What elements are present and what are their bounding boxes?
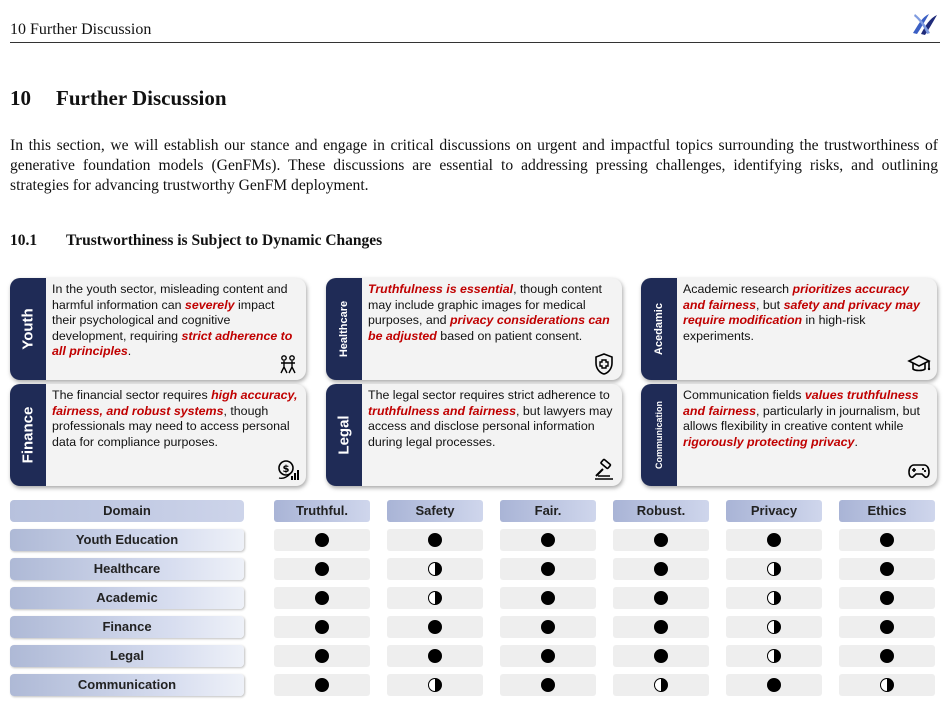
level-cell <box>387 645 483 667</box>
full-circle-icon <box>315 649 329 663</box>
level-cell <box>387 529 483 551</box>
domain-cell: Finance <box>10 616 244 638</box>
level-cell <box>500 529 596 551</box>
emphasis-text: truthfulness and fairness <box>368 403 517 418</box>
domain-card-tag <box>10 278 46 380</box>
table-row <box>10 558 942 580</box>
emphasis-text: severely <box>184 297 235 312</box>
domain-card-tag <box>10 384 46 486</box>
table-row <box>10 529 942 551</box>
domain-cell: Youth Education <box>10 529 244 551</box>
level-cell <box>500 645 596 667</box>
dimension-column-header: Privacy <box>726 500 822 522</box>
level-cell <box>387 587 483 609</box>
full-circle-icon <box>654 562 668 576</box>
full-circle-icon <box>654 533 668 547</box>
full-circle-icon <box>880 649 894 663</box>
full-circle-icon <box>541 562 555 576</box>
domain-card-tag-label: Legal <box>335 415 353 455</box>
card-text-segment: The legal sector requires strict adherence to <box>368 388 610 402</box>
half-circle-icon <box>428 591 442 605</box>
level-cell <box>839 645 935 667</box>
level-cell <box>500 616 596 638</box>
card-text-segment: The financial sector requires <box>52 388 212 402</box>
half-circle-icon <box>767 591 781 605</box>
dimension-column-header: Fair. <box>500 500 596 522</box>
domain-card-text <box>368 282 614 344</box>
level-cell <box>613 529 709 551</box>
gavel-icon <box>592 458 616 482</box>
level-cell <box>274 587 370 609</box>
level-cell <box>274 616 370 638</box>
section-heading <box>10 86 227 111</box>
domain-cell: Healthcare <box>10 558 244 580</box>
table-header-row <box>10 500 942 522</box>
intro-paragraph: In this section, we will establish our stance and engage in critical discussions on urgent and impactful topics surrounding the trustworthiness of generative foundation models (GenFMs). These discussions are essential to addressing pressing challenges, identifying risks, and outlining strategies for advancing trustworthy GenFM deployment. <box>10 137 938 194</box>
domain-card-tag <box>641 278 677 380</box>
half-circle-icon <box>428 562 442 576</box>
full-circle-icon <box>654 620 668 634</box>
half-circle-icon <box>767 620 781 634</box>
section-number: 10 <box>10 86 31 110</box>
card-text-segment: , though professionals may need to access personal data for compliance purposes. <box>52 403 290 449</box>
domain-card-tag-label: Acedamic <box>653 303 665 355</box>
domain-card-text <box>683 388 929 450</box>
emphasis-text: rigorously protecting privacy <box>683 434 855 449</box>
level-cell <box>387 674 483 696</box>
domain-cell: Academic <box>10 587 244 609</box>
level-cell <box>613 616 709 638</box>
full-circle-icon <box>880 620 894 634</box>
paper-logo-icon <box>910 11 940 37</box>
full-circle-icon <box>767 533 781 547</box>
half-circle-icon <box>767 649 781 663</box>
dimension-column-header: Robust. <box>613 500 709 522</box>
level-cell <box>839 616 935 638</box>
domain-card <box>10 278 306 380</box>
level-cell <box>387 616 483 638</box>
full-circle-icon <box>315 562 329 576</box>
level-cell <box>613 558 709 580</box>
domain-card-tag <box>326 278 362 380</box>
full-circle-icon <box>880 533 894 547</box>
domain-cell: Legal <box>10 645 244 667</box>
full-circle-icon <box>541 649 555 663</box>
dimension-column-header: Safety <box>387 500 483 522</box>
domain-column-header: Domain <box>10 500 244 522</box>
level-cell <box>387 558 483 580</box>
emphasis-text: safety and privacy may require modification <box>683 297 920 328</box>
level-cell <box>726 587 822 609</box>
graduation-cap-icon <box>907 352 931 376</box>
emphasis-text: Truthfulness is essential <box>368 282 514 296</box>
domain-card-tag-label: Finance <box>19 406 37 464</box>
domain-card-text <box>368 388 614 450</box>
level-cell <box>274 558 370 580</box>
subsection-number: 10.1 <box>10 232 38 249</box>
emphasis-text: prioritizes accuracy and fairness <box>683 282 909 312</box>
domain-card-tag-label: Healthcare <box>338 300 350 358</box>
full-circle-icon <box>541 591 555 605</box>
full-circle-icon <box>880 591 894 605</box>
emphasis-text: strict adherence to all principles <box>52 328 293 359</box>
card-text-segment: Communication fields <box>683 388 805 402</box>
full-circle-icon <box>767 678 781 692</box>
domain-card-text <box>52 282 298 360</box>
domain-cell: Communication <box>10 674 244 696</box>
level-cell <box>500 558 596 580</box>
card-text-segment: in high-risk experiments. <box>683 313 866 343</box>
domain-card <box>10 384 306 486</box>
full-circle-icon <box>654 649 668 663</box>
subsection-heading <box>10 232 382 250</box>
level-cell <box>613 674 709 696</box>
card-text-segment: . <box>127 344 132 359</box>
level-cell <box>726 645 822 667</box>
domain-card-tag <box>326 384 362 486</box>
domain-card <box>641 278 937 380</box>
full-circle-icon <box>315 678 329 692</box>
full-circle-icon <box>315 591 329 605</box>
domain-card <box>326 278 622 380</box>
card-text-segment: impact their psychological and cognitive development, requiring <box>52 297 275 343</box>
full-circle-icon <box>541 678 555 692</box>
level-cell <box>726 558 822 580</box>
people-network-icon <box>276 352 300 376</box>
level-cell <box>839 674 935 696</box>
level-cell <box>500 587 596 609</box>
domain-card-tag-label: Communication <box>654 400 664 470</box>
domain-card-text <box>683 282 929 344</box>
half-circle-icon <box>880 678 894 692</box>
card-text-segment: , but <box>756 297 784 312</box>
level-cell <box>613 645 709 667</box>
dimension-column-header: Truthful. <box>274 500 370 522</box>
full-circle-icon <box>880 562 894 576</box>
full-circle-icon <box>541 620 555 634</box>
full-circle-icon <box>428 533 442 547</box>
card-text-segment: , though content may include graphic images for medical purposes, and <box>368 282 602 328</box>
finance-chart-icon <box>276 458 300 482</box>
domain-card-text <box>52 388 298 450</box>
full-circle-icon <box>428 620 442 634</box>
table-row <box>10 587 942 609</box>
full-circle-icon <box>428 649 442 663</box>
section-title: Further Discussion <box>56 86 227 110</box>
table-row <box>10 674 942 696</box>
level-cell <box>274 645 370 667</box>
half-circle-icon <box>767 562 781 576</box>
svg-text:$: $ <box>282 464 290 475</box>
level-cell <box>274 529 370 551</box>
level-cell <box>613 587 709 609</box>
level-cell <box>274 674 370 696</box>
card-text-segment: , particularly in journalism, but allows flexibility in creative content while <box>683 403 920 434</box>
gamepad-icon <box>907 458 931 482</box>
card-text-segment: . <box>854 434 858 449</box>
emphasis-text: privacy considerations can be adjusted <box>368 313 610 343</box>
level-cell <box>726 616 822 638</box>
medical-shield-icon <box>592 352 616 376</box>
full-circle-icon <box>315 533 329 547</box>
domain-card <box>326 384 622 486</box>
level-cell <box>839 529 935 551</box>
running-header <box>10 17 940 43</box>
domain-card <box>641 384 937 486</box>
domain-card-tag <box>641 384 677 486</box>
level-cell <box>726 674 822 696</box>
full-circle-icon <box>654 591 668 605</box>
subsection-title: Trustworthiness is Subject to Dynamic Changes <box>66 232 383 249</box>
card-text-segment: In the youth sector, misleading content and harmful information can <box>52 282 288 312</box>
table-row <box>10 616 942 638</box>
full-circle-icon <box>541 533 555 547</box>
domain-card-tag-label: Youth <box>19 308 37 350</box>
full-circle-icon <box>315 620 329 634</box>
running-title: 10 Further Discussion <box>10 21 152 38</box>
level-cell <box>839 558 935 580</box>
emphasis-text: values truthfulness and fairness <box>683 388 919 418</box>
level-cell <box>500 674 596 696</box>
dimension-column-header: Ethics <box>839 500 935 522</box>
table-row <box>10 645 942 667</box>
card-text-segment: Academic research <box>683 282 793 296</box>
half-circle-icon <box>428 678 442 692</box>
card-text-segment: based on patient consent. <box>436 328 583 343</box>
emphasis-text: high accuracy, fairness, and robust systems <box>52 388 298 418</box>
level-cell <box>839 587 935 609</box>
half-circle-icon <box>654 678 668 692</box>
card-text-segment: , but lawyers may access and disclose personal information during legal processes. <box>368 403 613 449</box>
level-cell <box>726 529 822 551</box>
